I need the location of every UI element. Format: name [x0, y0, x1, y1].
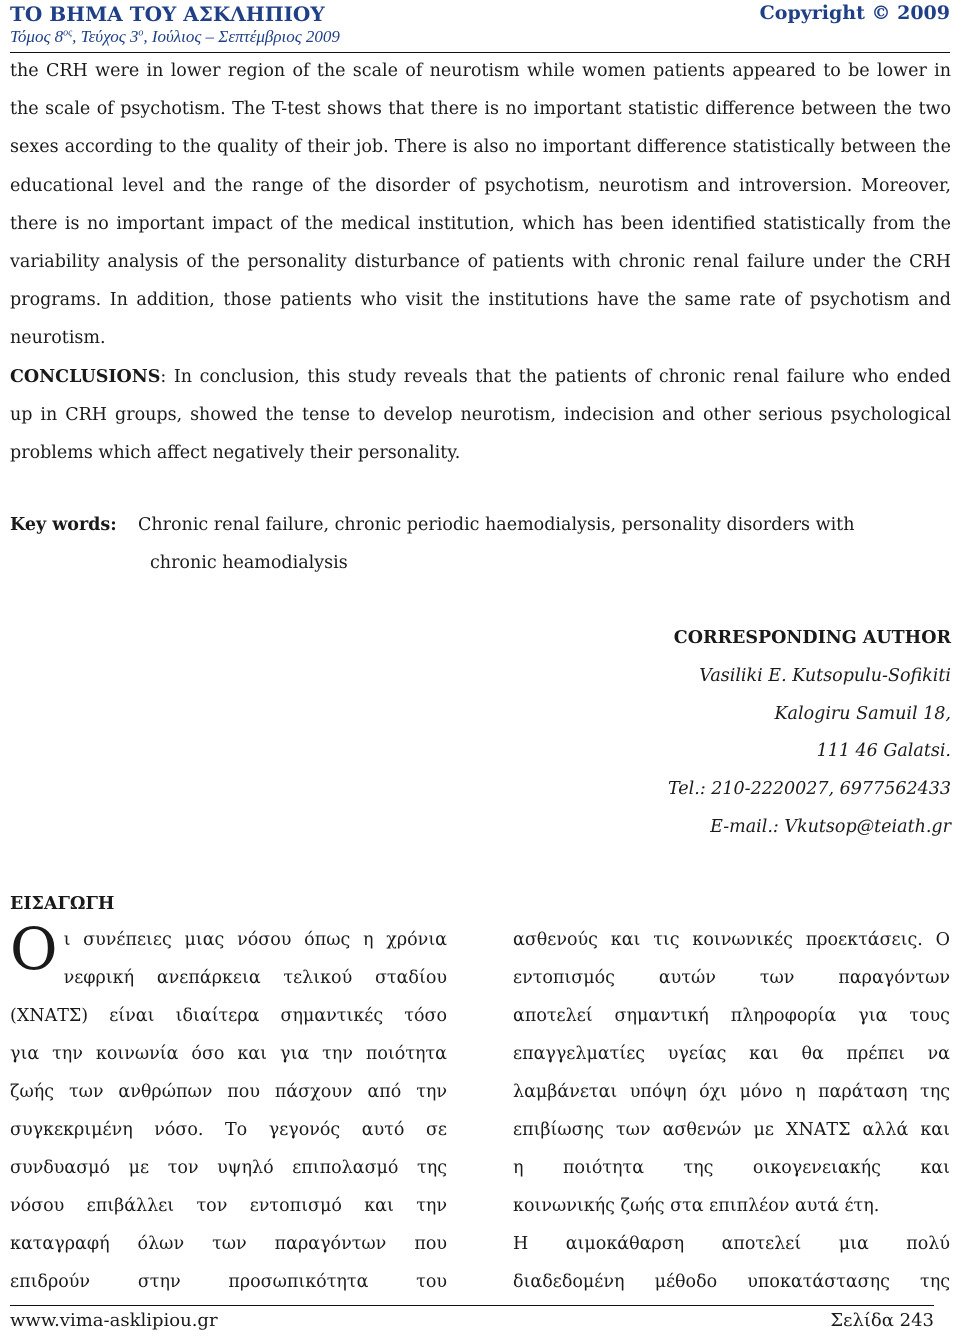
right-line-7: η ποιότητα της οικογενειακής και	[513, 1158, 950, 1178]
left-line-9: καταγραφή όλων των παραγόντων που	[10, 1234, 447, 1254]
drop-cap: Ο	[10, 915, 58, 983]
issue-number: , Τεύχος 3	[72, 27, 139, 46]
abstract-section	[10, 52, 951, 472]
left-line-3: (ΧΝΑΤΣ) είναι ιδιαίτερα σημαντικές τόσο	[10, 1006, 447, 1026]
conclusions-label: CONCLUSIONS	[10, 366, 161, 387]
page-header	[10, 0, 950, 53]
left-line-7: συνδυασμό με τον υψηλό επιπολασμό της	[10, 1158, 447, 1178]
left-line-2: νεφρική ανεπάρκεια τελικού σταδίου	[63, 968, 447, 988]
left-line-4: για την κοινωνία όσο και για την ποιότητα	[10, 1044, 447, 1064]
right-line-10: διαδεδομένη μέθοδο υποκατάστασης της	[513, 1272, 950, 1292]
left-line-5: ζωής των ανθρώπων που πάσχουν από την	[10, 1082, 447, 1102]
author-email[interactable]: E-mail.: Vkutsop@teiath.gr	[710, 816, 951, 837]
left-line-1: ι συνέπειες μιας νόσου όπως η χρόνια	[63, 930, 447, 950]
right-line-2: εντοπισμός αυτών των παραγόντων	[513, 968, 950, 988]
intro-heading: ΕΙΣΑΓΩΓΗ	[10, 894, 115, 914]
left-line-10: επιδρούν στην προσωπικότητα του	[10, 1272, 447, 1292]
journal-title: ΤΟ ΒΗΜΑ ΤΟΥ ΑΣΚΛΗΠΙΟΥ	[10, 2, 325, 26]
right-line-3: αποτελεί σημαντική πληροφορία για τους	[513, 1006, 950, 1026]
right-line-1: ασθενούς και τις κοινωνικές προεκτάσεις. Ο	[513, 930, 950, 950]
keywords-label: Key words:	[10, 515, 117, 535]
intro-right-column	[513, 921, 950, 1301]
keywords-line-1: Chronic renal failure, chronic periodic haemodialysis, personality disorders with	[138, 515, 855, 535]
right-line-6: επιβίωσης των ασθενών με ΧΝΑΤΣ αλλά και	[513, 1120, 950, 1140]
abstract-paragraph: the CRH were in lower region of the scale of neurotism while women patients appeared to be lower in the scale of psychotism. The T-test shows that there is no important statistic difference between the two sexes according to the quality of their job. There is also no important difference statistically between the educational level and the range of the disorder of psychotism, neurotism and introversion. Moreover, there is no important impact of the medical institution, which has been identified statistically from the variability analysis of the personality disturbance of patients with chronic renal failure under the CRH programs. In addition, those patients who visit the institutions have the same rate of psychotism and neurotism.	[10, 61, 951, 349]
corresponding-author-block	[668, 620, 951, 847]
author-tel: Tel.: 210-2220027, 6977562433	[667, 779, 951, 800]
page-footer	[10, 1305, 934, 1336]
right-line-5: λαμβάνεται υπόψη όχι μόνο η παράταση της	[513, 1082, 950, 1102]
issue-number-sup: ο	[138, 27, 144, 39]
right-line-9: Η αιμοκάθαρση αποτελεί μια πολύ	[513, 1234, 950, 1254]
corresponding-author-heading: CORRESPONDING AUTHOR	[673, 628, 951, 648]
right-line-8: κοινωνικής ζωής στα επιπλέον αυτά έτη.	[513, 1196, 880, 1216]
author-name: Vasiliki E. Kutsopulu-Sofikiti	[699, 665, 951, 686]
issue-volume-sup: ος	[63, 27, 73, 39]
conclusions-text: : In conclusion, this study reveals that the patients of chronic renal failure who ended up in CRH groups, showed the tense to develop neurotism, indecision and other serious psychological problems which affect negatively their personality.	[10, 366, 951, 464]
left-line-6: συγκεκριμένη νόσο. Το γεγονός αυτό σε	[10, 1120, 447, 1140]
footer-url-link[interactable]: www.vima-asklipiou.gr	[10, 1310, 218, 1331]
issue-info	[10, 27, 340, 47]
author-city: 111 46 Galatsi.	[816, 741, 951, 762]
right-line-4: επαγγελματίες υγείας και θα πρέπει να	[513, 1044, 950, 1064]
issue-volume: Τόμος 8	[10, 27, 64, 46]
author-street: Kalogiru Samuil 18,	[774, 703, 951, 724]
conclusions-paragraph	[10, 358, 951, 473]
intro-left-column	[10, 915, 447, 1301]
issue-date: , Ιούλιος – Σεπτέμβριος 2009	[143, 27, 340, 46]
copyright-notice: Copyright © 2009	[759, 2, 950, 24]
left-line-8: νόσου επιβάλλει τον εντοπισμό και την	[10, 1196, 447, 1216]
page-number: Σελίδα 243	[830, 1310, 934, 1331]
keywords-line-2: chronic heamodialysis	[150, 553, 348, 573]
